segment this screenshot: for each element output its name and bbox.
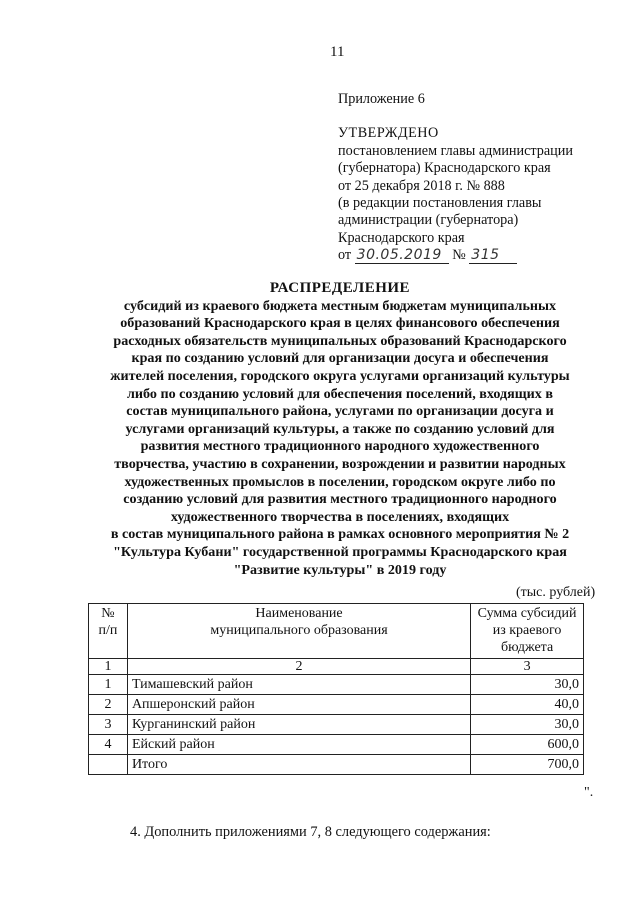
document-title: РАСПРЕДЕЛЕНИЕ	[269, 280, 411, 296]
header-name	[127, 604, 470, 659]
closing-quote: ".	[584, 785, 594, 800]
approval-line: от 25 декабря 2018 г. № 888	[338, 177, 505, 194]
approval-date-line	[338, 247, 628, 264]
column-index: 1	[89, 659, 128, 675]
units-label: (тыс. рублей)	[516, 585, 596, 600]
approval-line: администрации (губернатора)	[338, 212, 519, 229]
header-sum-line: из краевого	[492, 623, 562, 638]
total-sum: 700,0	[471, 755, 584, 775]
column-index-row	[89, 659, 584, 675]
heading-line: образований Краснодарского края в целях финансового обеспечения	[120, 315, 560, 332]
row-sum: 600,0	[471, 735, 584, 755]
heading-line: "Развитие культуры" в 2019 году	[233, 561, 447, 578]
heading-line: либо по созданию условий для обеспечения поселений, входящих в	[127, 385, 553, 402]
approval-line: (в редакции постановления главы	[338, 195, 542, 212]
heading-line: в состав муниципального района в рамках основного мероприятия № 2	[110, 526, 570, 543]
column-index: 3	[471, 659, 584, 675]
header-num-line: №	[101, 606, 115, 621]
total-label: Итого	[127, 755, 470, 775]
approval-line: (губернатора) Краснодарского края	[338, 160, 551, 177]
row-sum: 30,0	[471, 675, 584, 695]
column-index: 2	[127, 659, 470, 675]
approval-block	[338, 91, 628, 265]
appendix-label: Приложение 6	[338, 91, 425, 107]
approval-line: постановлением главы администрации	[338, 142, 573, 159]
row-num: 4	[89, 735, 128, 755]
amendment-paragraph: 4. Дополнить приложениями 7, 8 следующего содержания:	[130, 824, 491, 840]
total-row	[89, 755, 584, 775]
subsidy-table	[88, 603, 584, 775]
row-sum: 40,0	[471, 695, 584, 715]
heading-line: художественного творчества в поселениях, входящих	[170, 508, 510, 525]
row-name: Ейский район	[127, 735, 470, 755]
number-label: №	[452, 247, 466, 264]
heading-line: расходных обязательств муниципальных образований Краснодарского	[113, 332, 567, 349]
total-num	[89, 755, 128, 775]
row-num: 2	[89, 695, 128, 715]
handwritten-date: 30.05.2019	[355, 248, 449, 264]
table-header-row	[89, 604, 584, 659]
document-heading	[80, 280, 600, 579]
page-number: 11	[330, 44, 345, 60]
handwritten-number: 315	[469, 248, 517, 264]
row-name: Апшеронский район	[127, 695, 470, 715]
heading-line: субсидий из краевого бюджета местным бюджетам муниципальных	[123, 297, 557, 314]
row-sum: 30,0	[471, 715, 584, 735]
approval-line: Краснодарского края	[338, 229, 465, 246]
row-num: 3	[89, 715, 128, 735]
heading-line: созданию условий для развития местного традиционного народного	[123, 491, 557, 508]
row-num: 1	[89, 675, 128, 695]
table-row	[89, 715, 584, 735]
header-sum-line: бюджета	[500, 640, 554, 655]
heading-line: края по созданию условий для организации досуга и обеспечения	[131, 350, 549, 367]
heading-line: состав муниципального района, услугами по организации досуга и	[126, 403, 554, 420]
table-row	[89, 695, 584, 715]
row-name: Тимашевский район	[127, 675, 470, 695]
heading-line: творчества, участию в сохранении, возрождении и развитии народных	[114, 455, 566, 472]
header-num-line: п/п	[98, 623, 118, 638]
heading-line: "Культура Кубани" государственной программы Краснодарского края	[113, 543, 567, 560]
table-row	[89, 675, 584, 695]
heading-line: услугами организаций культуры, а также по созданию условий для	[125, 420, 555, 437]
heading-line: развития местного традиционного народного художественного	[140, 438, 540, 455]
header-name-line: Наименование	[255, 606, 343, 621]
header-sum	[471, 604, 584, 659]
approved-label: УТВЕРЖДЕНО	[338, 125, 439, 142]
header-sum-line: Сумма субсидий	[477, 606, 577, 621]
heading-line: художественных промыслов в поселении, городском округе либо по	[124, 473, 556, 490]
table-row	[89, 735, 584, 755]
from-label: от	[338, 247, 352, 264]
header-num	[89, 604, 128, 659]
heading-line: жителей поселения, городского округа услугами организаций культуры	[110, 367, 570, 384]
header-name-line: муниципального образования	[210, 623, 388, 638]
row-name: Курганинский район	[127, 715, 470, 735]
